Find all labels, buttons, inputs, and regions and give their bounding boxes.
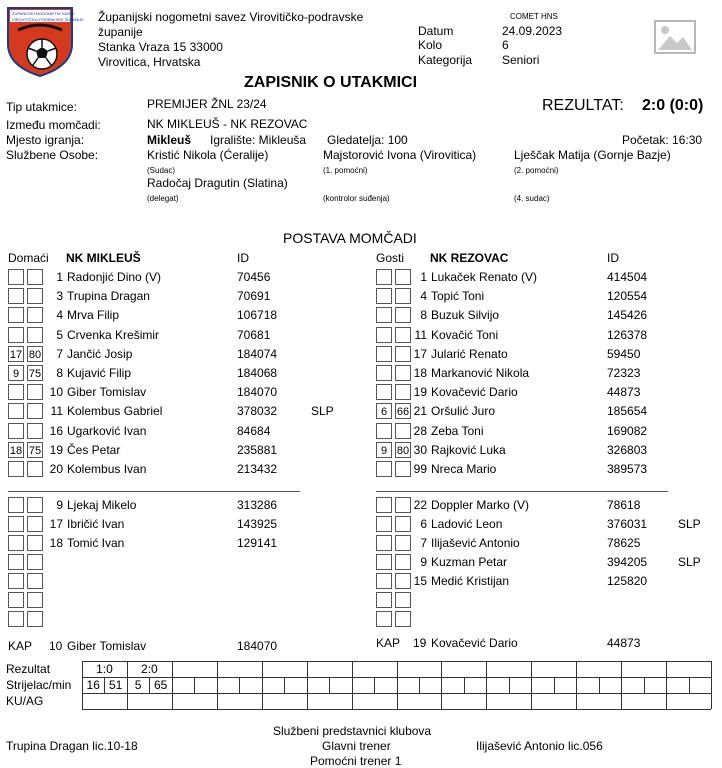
away-sub-number: 22 bbox=[413, 498, 427, 512]
home-sub-box-1 bbox=[8, 535, 24, 551]
grid-sub-line bbox=[194, 677, 195, 693]
home-sub-box-2 bbox=[27, 497, 43, 513]
home-player-number: 8 bbox=[56, 366, 63, 380]
cards-row-label: KU/AG bbox=[6, 694, 44, 708]
home-player-name: Jančić Josip bbox=[67, 346, 133, 361]
away-sub-number: 15 bbox=[413, 574, 427, 588]
home-divider bbox=[8, 491, 300, 492]
away-sub-box-1 bbox=[376, 535, 392, 551]
goal-scorer-number: 16 bbox=[86, 678, 100, 692]
home-player-id: 213432 bbox=[237, 462, 278, 476]
home-player-box-1 bbox=[8, 307, 24, 323]
home-player-id: 84684 bbox=[237, 423, 271, 438]
home-player-name: Kolembus Ivan bbox=[67, 462, 147, 476]
away-id-header: ID bbox=[607, 251, 619, 265]
away-player-box-2: 80 bbox=[395, 442, 411, 458]
goal-score: 2:0 bbox=[141, 662, 158, 676]
away-player-name: Buzuk Silvijo bbox=[431, 308, 500, 323]
home-captain-number: 10 bbox=[49, 639, 63, 653]
home-player-name: Ugarković Ivan bbox=[67, 423, 147, 438]
grid-col-line bbox=[397, 661, 398, 709]
home-sub-empty-box-1 bbox=[8, 592, 24, 608]
away-sub-note: SLP bbox=[678, 555, 701, 569]
away-player-id: 126378 bbox=[607, 327, 648, 342]
home-player-name: Mrva Filip bbox=[67, 308, 120, 323]
away-sub-number: 7 bbox=[420, 536, 427, 550]
home-player-id: 70681 bbox=[237, 327, 271, 342]
away-captain-id: 44873 bbox=[607, 636, 641, 650]
grid-sub-line bbox=[509, 677, 510, 693]
home-player-box-1 bbox=[8, 461, 24, 477]
away-captain-number: 19 bbox=[413, 636, 427, 650]
away-sub-number: 6 bbox=[420, 517, 427, 531]
org-name: Županijski nogometni savez Virovitičko-podravske bbox=[98, 10, 364, 24]
goal-minute: 51 bbox=[109, 678, 123, 692]
away-player-number: 4 bbox=[420, 289, 427, 304]
home-player-number: 1 bbox=[56, 270, 63, 284]
home-head-coach: Trupina Dragan lic.10-18 bbox=[6, 739, 138, 753]
away-player-number: 99 bbox=[413, 462, 427, 476]
assistant2-name: Lješčak Matija (Gornje Bazje) bbox=[514, 148, 671, 162]
away-player-id: 185654 bbox=[607, 404, 648, 419]
home-sub-box-1 bbox=[8, 516, 24, 532]
home-sub-id: 143925 bbox=[237, 517, 278, 531]
grid-sub-line bbox=[374, 677, 375, 693]
delegate-name: Radočaj Dragutin (Slatina) bbox=[147, 176, 288, 190]
away-player-number: 19 bbox=[413, 385, 427, 400]
home-sub-box-2 bbox=[27, 535, 43, 551]
date-value: 24.09.2023 bbox=[502, 24, 563, 38]
home-player-id: 378032 bbox=[237, 404, 278, 419]
away-sub-box-1 bbox=[376, 554, 392, 570]
fourth-official-role: (4. sudac) bbox=[514, 194, 550, 203]
away-player-box-1 bbox=[376, 269, 392, 285]
away-player-box-1 bbox=[376, 346, 392, 362]
away-player-number: 11 bbox=[414, 327, 427, 342]
away-player-name: Nreca Mario bbox=[431, 462, 497, 476]
home-player-number: 3 bbox=[56, 289, 63, 304]
home-sub-empty-box-1 bbox=[8, 554, 24, 570]
away-divider bbox=[376, 491, 668, 492]
away-sub-box-1 bbox=[376, 516, 392, 532]
home-player-number: 7 bbox=[56, 346, 63, 361]
home-player-box-2: 75 bbox=[27, 442, 43, 458]
away-player-box-1 bbox=[376, 327, 392, 343]
head-coach-label: Glavni trener bbox=[322, 739, 391, 753]
away-sub-id: 78618 bbox=[607, 498, 641, 512]
grid-col-line bbox=[307, 661, 308, 709]
home-player-number: 5 bbox=[56, 327, 63, 342]
home-captain-id: 184070 bbox=[237, 639, 278, 653]
away-player-id: 145426 bbox=[607, 308, 648, 323]
org-address: Stanka Vraza 15 33000 bbox=[98, 40, 223, 54]
grid-col-line bbox=[262, 661, 263, 709]
away-sub-id: 78625 bbox=[607, 536, 641, 550]
away-player-name: Jularić Renato bbox=[431, 346, 508, 361]
away-sub-empty-box-2 bbox=[395, 592, 411, 608]
away-sub-empty-box-1 bbox=[376, 592, 392, 608]
away-player-name: Topić Toni bbox=[431, 289, 485, 304]
round-value: 6 bbox=[502, 38, 509, 52]
date-label: Datum bbox=[418, 24, 454, 38]
away-sub-number: 9 bbox=[420, 555, 427, 569]
grid-sub-line bbox=[599, 677, 600, 693]
spectators-value: Gledatelja: 100 bbox=[327, 133, 408, 147]
referee-name: Kristić Nikola (Ćeralije) bbox=[147, 148, 269, 162]
grid-sub-line bbox=[419, 677, 420, 693]
away-sub-name: Kuzman Petar bbox=[431, 555, 508, 569]
away-sub-name: Ilijašević Antonio bbox=[431, 536, 520, 550]
away-player-box-1 bbox=[376, 384, 392, 400]
away-player-name: Markanović Nikola bbox=[431, 366, 530, 380]
logo-text-2: VIROVITIČKO-PODRAVSKE ŽUPANIJE bbox=[12, 17, 84, 22]
home-sub-name: Tomić Ivan bbox=[67, 536, 125, 550]
away-captain-label: KAP bbox=[376, 636, 401, 650]
away-player-number: 28 bbox=[413, 423, 427, 438]
home-player-id: 184068 bbox=[237, 366, 278, 380]
home-sub-box-2 bbox=[27, 516, 43, 532]
round-label: Kolo bbox=[418, 38, 443, 52]
home-player-name: Giber Tomislav bbox=[67, 385, 147, 400]
grid-sub-line bbox=[329, 677, 330, 693]
grid-sub-line bbox=[464, 677, 465, 693]
assistant1-name: Majstorović Ivona (Virovitica) bbox=[323, 148, 477, 162]
home-player-box-1 bbox=[8, 269, 24, 285]
home-player-box-1 bbox=[8, 327, 24, 343]
result-value: 2:0 (0:0) bbox=[642, 97, 704, 114]
home-player-id: 106718 bbox=[237, 308, 278, 323]
home-sub-empty-box-2 bbox=[27, 611, 43, 627]
home-player-name: Kolembus Gabriel bbox=[67, 404, 163, 419]
home-sub-number: 9 bbox=[56, 498, 63, 512]
away-player-box-1 bbox=[376, 423, 392, 439]
home-sub-empty-box-1 bbox=[8, 611, 24, 627]
ground-value: Igralište: Mikleuša bbox=[210, 133, 307, 147]
away-player-name: Lukaček Renato (V) bbox=[431, 270, 538, 284]
home-player-box-1 bbox=[8, 384, 24, 400]
away-player-number: 17 bbox=[413, 346, 427, 361]
home-player-name: Čes Petar bbox=[67, 442, 121, 457]
away-player-box-1: 9 bbox=[376, 442, 392, 458]
scorer-row-label: Strijelac/min bbox=[6, 678, 72, 692]
home-id-header: ID bbox=[237, 251, 249, 265]
org-name-cont: županije bbox=[98, 25, 143, 39]
home-player-box-2 bbox=[27, 423, 43, 439]
home-player-box-2: 80 bbox=[27, 346, 43, 362]
away-sub-name: Doppler Marko (V) bbox=[431, 498, 530, 512]
home-player-note: SLP bbox=[311, 404, 334, 419]
home-player-number: 20 bbox=[49, 462, 63, 476]
away-player-number: 1 bbox=[420, 270, 427, 284]
home-player-box-1: 17 bbox=[8, 346, 24, 362]
category-label: Kategorija bbox=[418, 53, 473, 67]
away-player-id: 389573 bbox=[607, 462, 648, 476]
grid-sub-line bbox=[644, 677, 645, 693]
away-player-id: 120554 bbox=[607, 289, 648, 304]
home-player-box-1 bbox=[8, 423, 24, 439]
away-sub-box-1 bbox=[376, 573, 392, 589]
grid-sub-line bbox=[689, 677, 690, 693]
logo-text-1: ŽUPANIJSKI NOGOMETNI SAVEZ bbox=[12, 11, 75, 16]
away-sub-id: 394205 bbox=[607, 555, 648, 569]
away-player-name: Kovačević Dario bbox=[431, 385, 518, 400]
teams-value: NK MIKLEUŠ - NK REZOVAC bbox=[147, 117, 308, 131]
home-team-name: NK MIKLEUŠ bbox=[66, 251, 141, 265]
away-sub-name: Medić Kristijan bbox=[431, 574, 510, 588]
home-side-label: Domaći bbox=[8, 251, 49, 265]
home-player-box-2 bbox=[27, 384, 43, 400]
assessor-role: (kontrolor suđenja) bbox=[323, 194, 390, 203]
away-player-box-1 bbox=[376, 461, 392, 477]
away-player-id: 72323 bbox=[607, 366, 641, 380]
home-player-box-2 bbox=[27, 327, 43, 343]
home-player-name: Crvenka Krešimir bbox=[67, 327, 160, 342]
home-sub-number: 17 bbox=[49, 517, 63, 531]
federation-logo bbox=[4, 4, 84, 78]
home-player-box-2 bbox=[27, 288, 43, 304]
grid-col-line bbox=[666, 661, 667, 709]
home-player-id: 70456 bbox=[237, 270, 271, 284]
away-side-label: Gosti bbox=[376, 251, 405, 265]
lineups-title: POSTAVA MOMČADI bbox=[283, 230, 417, 246]
grid-col-line bbox=[172, 661, 173, 709]
score-row-label: Rezultat bbox=[6, 662, 51, 676]
grid-col-line bbox=[711, 661, 712, 709]
home-sub-number: 18 bbox=[49, 536, 63, 550]
image-placeholder-icon bbox=[654, 20, 696, 57]
grid-col-line bbox=[531, 661, 532, 709]
delegate-role: (delegat) bbox=[147, 194, 179, 203]
home-player-box-2: 75 bbox=[27, 365, 43, 381]
home-player-box-2 bbox=[27, 403, 43, 419]
away-team-name: NK REZOVAC bbox=[430, 251, 509, 265]
away-captain-name: Kovačević Dario bbox=[431, 636, 518, 650]
away-player-name: Rajković Luka bbox=[431, 442, 506, 457]
home-sub-empty-box-1 bbox=[8, 573, 24, 589]
home-player-box-2 bbox=[27, 461, 43, 477]
system-label: COMET HNS bbox=[510, 12, 558, 21]
home-player-box-1: 18 bbox=[8, 442, 24, 458]
home-player-number: 19 bbox=[49, 442, 63, 457]
grid-col-line bbox=[576, 661, 577, 709]
result-label: REZULTAT: bbox=[542, 97, 624, 114]
away-player-box-1 bbox=[376, 288, 392, 304]
away-player-name: Zeba Toni bbox=[431, 423, 484, 438]
home-player-id: 70691 bbox=[237, 289, 271, 304]
grid-col-line bbox=[621, 661, 622, 709]
home-sub-empty-box-2 bbox=[27, 573, 43, 589]
home-player-number: 16 bbox=[49, 423, 63, 438]
assistant2-role: (2. pomoćni) bbox=[514, 166, 559, 175]
home-sub-id: 313286 bbox=[237, 498, 278, 512]
home-sub-name: Ibričić Ivan bbox=[67, 517, 125, 531]
home-player-id: 235881 bbox=[237, 442, 278, 457]
home-captain-name: Giber Tomislav bbox=[67, 639, 147, 653]
away-player-number: 30 bbox=[413, 442, 427, 457]
goal-score: 1:0 bbox=[96, 662, 113, 676]
home-player-name: Radonjić Dino (V) bbox=[67, 270, 162, 284]
away-player-name: Kovačić Toni bbox=[431, 327, 499, 342]
match-type-value: PREMIJER ŽNL 23/24 bbox=[147, 97, 267, 111]
home-player-box-2 bbox=[27, 269, 43, 285]
representatives-title: Službeni predstavnici klubova bbox=[273, 724, 432, 738]
grid-sub-line bbox=[554, 677, 555, 693]
venue-label: Mjesto igranja: bbox=[6, 133, 85, 147]
home-player-number: 11 bbox=[50, 404, 63, 419]
away-player-id: 326803 bbox=[607, 442, 648, 457]
away-player-box-1: 6 bbox=[376, 403, 392, 419]
grid-sub-line bbox=[284, 677, 285, 693]
away-sub-id: 125820 bbox=[607, 574, 648, 588]
away-player-number: 21 bbox=[413, 404, 427, 419]
teams-label: Između momčadi: bbox=[6, 118, 101, 132]
away-player-id: 44873 bbox=[607, 385, 641, 400]
away-sub-name: Ladović Leon bbox=[431, 517, 503, 531]
home-player-id: 184070 bbox=[237, 385, 278, 400]
grid-col-line bbox=[352, 661, 353, 709]
referee-role: (Sudac) bbox=[147, 166, 176, 175]
home-player-box-1 bbox=[8, 403, 24, 419]
grid-col-line bbox=[217, 661, 218, 709]
home-player-name: Kujavić Filip bbox=[67, 366, 132, 380]
away-sub-note: SLP bbox=[678, 517, 701, 531]
away-sub-box-1 bbox=[376, 497, 392, 513]
away-player-number: 8 bbox=[420, 308, 427, 323]
org-city: Virovitica, Hrvatska bbox=[98, 55, 201, 69]
away-player-id: 59450 bbox=[607, 346, 641, 361]
page-title: ZAPISNIK O UTAKMICI bbox=[244, 74, 418, 91]
away-player-box-1 bbox=[376, 307, 392, 323]
grid-row-line bbox=[82, 709, 711, 710]
home-player-number: 4 bbox=[56, 308, 63, 323]
home-player-id: 184074 bbox=[237, 346, 278, 361]
home-sub-empty-box-2 bbox=[27, 592, 43, 608]
goal-minute: 65 bbox=[153, 678, 168, 692]
home-sub-box-1 bbox=[8, 497, 24, 513]
officials-label: Službene Osobe: bbox=[6, 148, 99, 162]
away-player-box-1 bbox=[376, 365, 392, 381]
home-player-name: Trupina Dragan bbox=[67, 289, 150, 304]
home-player-box-2 bbox=[27, 307, 43, 323]
home-sub-name: Ljekaj Mikelo bbox=[67, 498, 137, 512]
home-player-box-1 bbox=[8, 288, 24, 304]
grid-sub-line bbox=[239, 677, 240, 693]
home-captain-label: KAP bbox=[8, 639, 33, 653]
grid-col-line bbox=[486, 661, 487, 709]
home-player-box-1: 9 bbox=[8, 365, 24, 381]
match-type-label: Tip utakmice: bbox=[6, 100, 77, 114]
away-sub-empty-box-2 bbox=[395, 611, 411, 627]
assistant-coach-label: Pomoćni trener 1 bbox=[310, 754, 402, 768]
away-player-name: Oršulić Juro bbox=[431, 404, 496, 419]
away-player-id: 169082 bbox=[607, 423, 648, 438]
home-player-number: 10 bbox=[49, 385, 63, 400]
home-sub-empty-box-2 bbox=[27, 554, 43, 570]
assistant1-role: (1. pomoćni) bbox=[323, 166, 368, 175]
kickoff-time: Početak: 16:30 bbox=[622, 133, 703, 147]
away-sub-id: 376031 bbox=[607, 517, 648, 531]
away-sub-empty-box-1 bbox=[376, 611, 392, 627]
category-value: Seniori bbox=[502, 53, 540, 67]
away-player-number: 18 bbox=[413, 366, 427, 380]
away-player-id: 414504 bbox=[607, 270, 648, 284]
away-player-box-2: 66 bbox=[395, 403, 411, 419]
grid-col-line bbox=[441, 661, 442, 709]
venue-value: Mikleuš bbox=[147, 133, 192, 147]
home-sub-id: 129141 bbox=[237, 536, 278, 550]
away-head-coach: Ilijašević Antonio lic.056 bbox=[476, 739, 603, 753]
goal-scorer-number: 5 bbox=[134, 678, 142, 692]
